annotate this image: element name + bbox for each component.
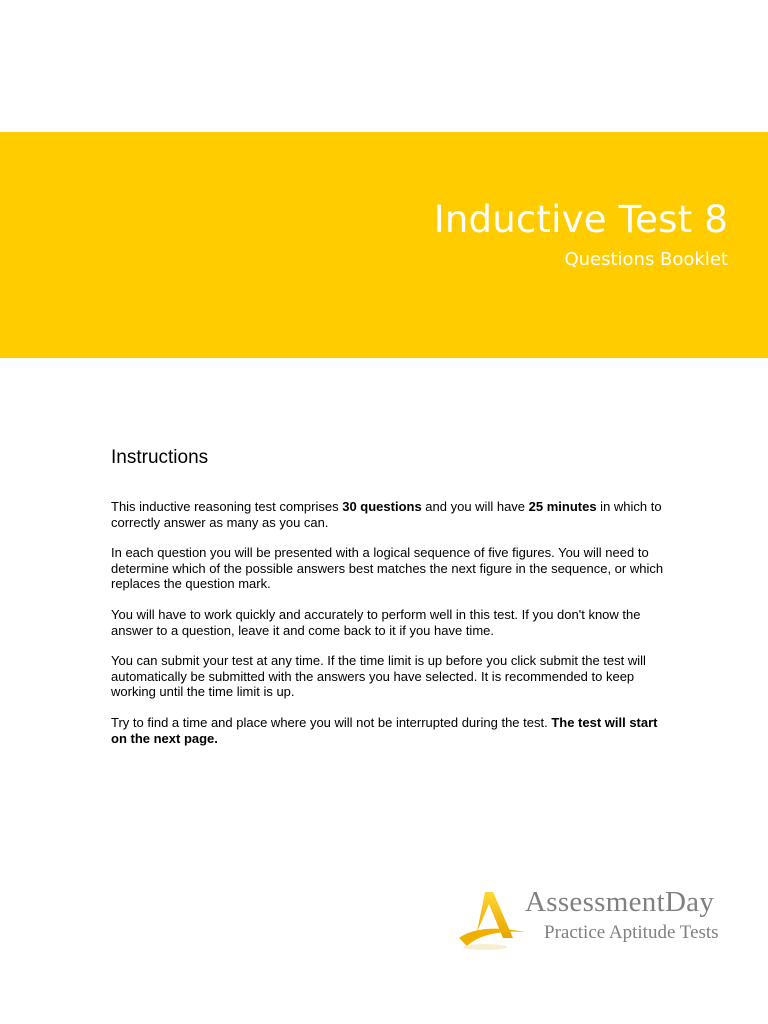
time-limit: 25 minutes — [528, 499, 597, 514]
instructions-paragraph-2: In each question you will be presented with a logical sequence of five figures. You will need to determine which of the possible answers best matches the next figure in the sequence, or which replaces the question mark. — [111, 545, 664, 592]
paragraph-text: Try to find a time and place where you will not be interrupted during the test. — [111, 714, 552, 730]
paragraph-text: and you will have — [421, 499, 529, 514]
assessmentday-logo-icon — [455, 888, 527, 952]
paragraph-text: in which to correctly answer as many as you can. — [111, 499, 662, 530]
document-title: Inductive Test 8 — [433, 198, 728, 241]
logo-name: AssessmentDay — [525, 886, 715, 918]
instructions-body — [111, 499, 671, 761]
instructions-paragraph-1 — [111, 499, 671, 530]
title-banner — [0, 132, 768, 358]
question-count: 30 questions — [342, 499, 422, 514]
instructions-heading: Instructions — [111, 447, 209, 468]
document-subtitle: Questions Booklet — [564, 249, 728, 270]
assessmentday-logo — [455, 884, 745, 954]
instructions-paragraph-5 — [111, 715, 671, 746]
instructions-paragraph-3: You will have to work quickly and accurately to perform well in this test. If you don't know the answer to a question, leave it and come back to it if you have time. — [111, 606, 641, 638]
next-page-notice: The test will start on the next page. — [111, 714, 658, 746]
paragraph-text: This inductive reasoning test comprises — [111, 499, 343, 514]
logo-tagline: Practice Aptitude Tests — [544, 922, 719, 943]
instructions-paragraph-4: You can submit your test at any time. If the time limit is up before you click submit the test will automatically be submitted with the answers you have selected. It is recommended to keep working until the time limit is up. — [111, 653, 646, 700]
